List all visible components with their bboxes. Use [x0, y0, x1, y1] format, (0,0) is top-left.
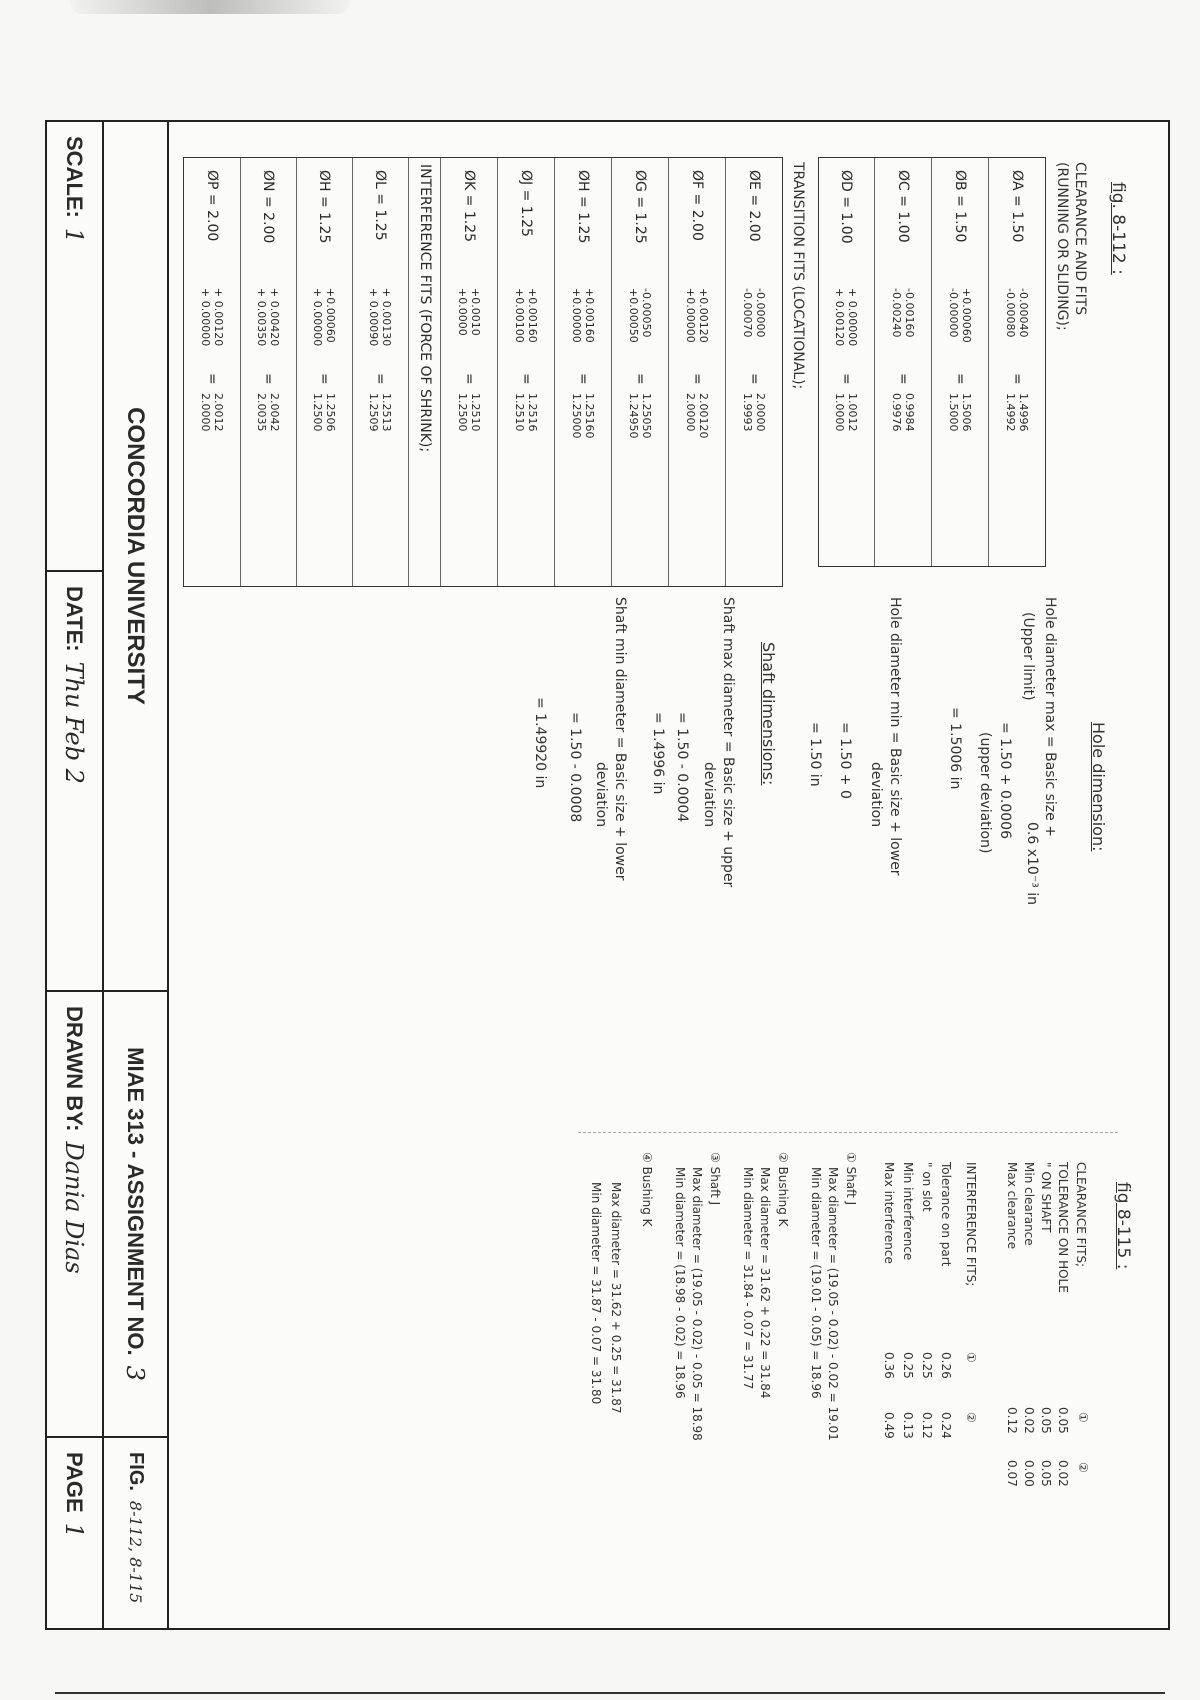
hole-max-line1: Hole diameter max = Basic size +	[1042, 597, 1058, 837]
min-interference-2: 0.13	[901, 1412, 915, 1439]
fit-label: ØH = 1.25	[316, 170, 332, 244]
hole-title: Hole dimension:	[1089, 722, 1108, 852]
shaft-max-line1: Shaft max diameter = Basic size + upper	[720, 597, 736, 888]
table-row	[611, 158, 668, 586]
bushing-k-4-max: Max diameter = 31.62 + 0.25 = 31.87	[609, 1182, 623, 1414]
deviation-stack: +0.00060 + 0.00000	[311, 288, 337, 347]
assignment-cell	[102, 992, 167, 1438]
deviation-stack: +0.00160 +0.00000	[570, 288, 596, 343]
title-block	[47, 122, 169, 1628]
page-bottom-rule	[55, 1692, 1165, 1694]
table-row	[497, 158, 554, 586]
limit-stack: 1.0012 1.0000	[833, 393, 859, 432]
fit-label: ØC = 1.00	[895, 170, 911, 243]
min-interference-1: 0.25	[901, 1352, 915, 1379]
limit-stack: 1.2506 1.2500	[311, 393, 337, 432]
interference-title: INTERFERENCE FITS (FORCE OF SHRINK);	[417, 164, 433, 453]
limit-stack: 2.0042 2.0035	[255, 393, 281, 432]
deviation-stack: +0.00120 +0.00000	[684, 288, 710, 343]
clearance-subtitle: (RUNNING OR SLIDING);	[1054, 162, 1070, 331]
deviation-stack: + 0.00420 + 0.00350	[255, 288, 281, 347]
shaft-min-line3: = 1.49920 in	[532, 697, 548, 789]
deviation-stack: + 0.00120 + 0.00000	[199, 288, 225, 347]
equals-sign: =	[461, 373, 477, 385]
hole-max-line4: = 1.5006 in	[947, 707, 963, 790]
clearance-title: CLEARANCE AND FITS	[1072, 162, 1088, 316]
shaft-max-line3: = 1.4996 in	[650, 712, 666, 795]
bushing-k-2-max: Max diameter = 31.62 + 0.22 = 31.84	[758, 1167, 772, 1399]
fit-label: ØG = 1.25	[632, 170, 648, 244]
fit-label: ØH = 1.25	[575, 170, 591, 244]
limit-stack: 1.25160 1.25000	[570, 393, 596, 439]
equals-sign: =	[952, 373, 968, 385]
equals-sign: =	[746, 373, 762, 385]
fit-label: ØN = 2.00	[260, 170, 276, 244]
deviation-stack: +0.00060 -0.00000	[947, 288, 973, 343]
scale-label: SCALE:	[62, 136, 88, 218]
fit-label: ØP = 2.00	[204, 170, 220, 242]
transition-title: TRANSITION FITS (LOCATIONAL);	[790, 162, 806, 390]
equals-sign: =	[632, 373, 648, 385]
equals-sign: =	[316, 373, 332, 385]
col-1-marker: ①	[1076, 1412, 1090, 1423]
shaft-j-1-max: Max diameter = (19.05 - 0.02) - 0.02 = 19.01	[826, 1167, 840, 1441]
tol-shaft-2: 0.05	[1039, 1460, 1053, 1487]
equals-sign: =	[518, 373, 534, 385]
limit-stack: 1.2516 1.2510	[513, 393, 539, 432]
equals-sign: =	[204, 373, 220, 385]
bushing-k-4-title: ④ Bushing K	[640, 1152, 654, 1227]
interf-col-1-marker: ①	[964, 1352, 978, 1363]
shaft-j-1-min: Min diameter = (19.01 - 0.05) = 18.96	[809, 1167, 823, 1399]
tol-part-1: 0.26	[939, 1352, 953, 1379]
fit-label: ØD = 1.00	[838, 170, 854, 244]
limit-stack: 1.4996 1.4992	[1004, 393, 1030, 432]
deviation-stack: + 0.00000 + 0.00120	[833, 288, 859, 347]
deviation-stack: -0.00000 -0.00070	[741, 288, 767, 338]
tol-hole-2: 0.02	[1056, 1460, 1070, 1487]
min-clearance-label: Min clearance	[1022, 1162, 1036, 1246]
section-divider	[578, 1132, 1118, 1133]
bushing-k-2-title: ② Bushing K	[776, 1152, 790, 1227]
table-row	[352, 158, 408, 586]
deviation-stack: -0.00040 -0.00080	[1004, 288, 1030, 338]
tol-slot-2: 0.12	[920, 1412, 934, 1439]
table-row	[668, 158, 725, 586]
fig115-heading: fig 8-115 :	[1113, 1182, 1133, 1270]
min-clearance-2: 0.00	[1022, 1460, 1036, 1487]
deviation-stack: + 0.00130 + 0.00090	[367, 288, 393, 347]
assignment-number: 3	[121, 1365, 150, 1381]
hole-max-line3b: (upper deviation)	[977, 732, 993, 854]
interference-title-row	[408, 158, 440, 586]
limit-stack: 0.9984 0.9976	[890, 393, 916, 432]
fit-label: ØK = 1.25	[461, 170, 477, 243]
shaft-j-3-max: Max diameter = (19.05 - 0.02) - 0.05 = 18.98	[690, 1167, 704, 1441]
equals-sign: =	[838, 373, 854, 385]
limit-stack: 2.0012 2.0000	[199, 393, 225, 432]
shaft-max-line1b: deviation	[701, 762, 717, 828]
page-number: 1	[60, 1522, 89, 1538]
limit-stack: 1.2513 1.2509	[367, 393, 393, 432]
tol-part-label: Tolerance on part	[939, 1162, 953, 1267]
equals-sign: =	[1009, 373, 1025, 385]
limit-stack: 2.00120 2.0000	[684, 393, 710, 439]
shaft-min-line1: Shaft min diameter = Basic size + lower	[612, 597, 628, 881]
equals-sign: =	[260, 373, 276, 385]
max-interference-1: 0.36	[882, 1352, 896, 1379]
interf-col-2-marker: ②	[964, 1412, 978, 1423]
deviation-stack: -0.00050 +0.00050	[627, 288, 653, 343]
hole-max-line2: (Upper limit)	[1020, 612, 1036, 701]
table-row	[988, 158, 1045, 566]
bushing-k-4-min: Min diameter = 31.87 - 0.07 = 31.80	[589, 1182, 603, 1405]
tol-hole-label: TOLERANCE ON HOLE	[1056, 1162, 1070, 1293]
max-clearance-label: Max clearance	[1005, 1162, 1019, 1250]
hole-max-line3: = 1.50 + 0.0006	[997, 722, 1013, 839]
deviation-stack: +0.00160 +0.00100	[513, 288, 539, 343]
table-row	[554, 158, 611, 586]
tol-shaft-label: " ON SHAFT	[1039, 1162, 1053, 1233]
drawn-by-signature: Dania Dias	[60, 1141, 89, 1274]
limit-stack: 1.2510 1.2500	[456, 393, 482, 432]
hole-min-line2: = 1.50 + 0	[837, 722, 853, 799]
fit-label: ØL = 1.25	[372, 170, 388, 241]
fit-label: ØB = 1.50	[952, 170, 968, 243]
shaft-min-line2: = 1.50 - 0.0008	[567, 712, 583, 823]
table-row	[440, 158, 497, 586]
equals-sign: =	[372, 373, 388, 385]
tol-hole-1: 0.05	[1056, 1407, 1070, 1434]
bushing-k-2-min: Min diameter = 31.84 - 0.07 = 31.77	[741, 1167, 755, 1390]
hole-max-line1b: 0.6 x10⁻³ in	[1024, 822, 1040, 906]
tol-part-2: 0.24	[939, 1412, 953, 1439]
table-row	[874, 158, 931, 566]
limit-stack: 2.0000 1.9993	[741, 393, 767, 432]
table-row	[296, 158, 352, 586]
col-2-marker: ②	[1076, 1462, 1090, 1473]
fit-label: ØF = 2.00	[689, 170, 705, 241]
fig-label: FIG.	[125, 1452, 147, 1491]
equals-sign: =	[689, 373, 705, 385]
university-cell	[102, 122, 167, 992]
tol-slot-label: " on slot	[920, 1162, 934, 1212]
page-label: PAGE	[62, 1452, 88, 1513]
limit-stack: 1.5006 1.5000	[947, 393, 973, 432]
transition-interference-table	[183, 157, 783, 587]
assignment-label: MIAE 313 - ASSIGNMENT NO.	[123, 1047, 149, 1356]
clearance-fits-label: CLEARANCE FITS;	[1074, 1162, 1088, 1268]
interference-fits-label: INTERFERENCE FITS;	[964, 1162, 978, 1287]
tol-slot-1: 0.25	[920, 1352, 934, 1379]
shaft-title: Shaft dimensions:	[759, 642, 778, 786]
date-value: Thu Feb 2	[60, 661, 89, 784]
drawing-sheet	[45, 120, 1170, 1630]
max-clearance-2: 0.07	[1005, 1460, 1019, 1487]
scale-cell	[47, 122, 102, 572]
shaft-j-1-title: ① Shaft J	[844, 1152, 858, 1206]
shaft-j-3-title: ③ Shaft J	[708, 1152, 722, 1206]
university-name: CONCORDIA UNIVERSITY	[122, 407, 150, 705]
min-interference-label: Min interference	[901, 1162, 915, 1261]
drawn-by-label: DRAWN BY:	[62, 1006, 88, 1132]
shaft-min-line1b: deviation	[593, 762, 609, 828]
fit-label: ØA = 1.50	[1009, 170, 1025, 243]
max-interference-label: Max interference	[882, 1162, 896, 1264]
scan-smudge	[70, 0, 350, 14]
fig-cell	[102, 1438, 167, 1628]
limit-stack: 1.25050 1.24950	[627, 393, 653, 439]
deviation-stack: -0.00160 -0.00240	[890, 288, 916, 338]
hole-min-line1: Hole diameter min = Basic size + lower	[887, 597, 903, 876]
equals-sign: =	[895, 373, 911, 385]
clearance-table	[818, 157, 1046, 567]
scale-value: 1	[60, 227, 89, 244]
deviation-stack: +0.0010 +0.0000	[456, 288, 482, 336]
hole-min-line1b: deviation	[868, 762, 884, 828]
fig-value: 8-112, 8-115	[126, 1500, 145, 1604]
max-clearance-1: 0.12	[1005, 1407, 1019, 1434]
drawn-by-cell	[47, 992, 102, 1438]
fig112-heading: fig. 8-112 :	[1108, 182, 1128, 275]
table-row	[240, 158, 296, 586]
tol-shaft-1: 0.05	[1039, 1407, 1053, 1434]
table-row	[725, 158, 782, 586]
page-cell	[47, 1438, 102, 1628]
equals-sign: =	[575, 373, 591, 385]
hole-min-line3: = 1.50 in	[807, 722, 823, 787]
min-clearance-1: 0.02	[1022, 1407, 1036, 1434]
shaft-max-line2: = 1.50 - 0.0004	[674, 712, 690, 823]
table-row	[184, 158, 240, 586]
date-cell	[47, 572, 102, 992]
table-row	[817, 158, 874, 566]
shaft-j-3-min: Min diameter = (18.98 - 0.02) = 18.96	[673, 1167, 687, 1399]
date-label: DATE:	[62, 586, 88, 652]
fit-label: ØJ = 1.25	[518, 170, 534, 237]
fit-label: ØE = 2.00	[746, 170, 762, 242]
table-row	[931, 158, 988, 566]
max-interference-2: 0.49	[882, 1412, 896, 1439]
